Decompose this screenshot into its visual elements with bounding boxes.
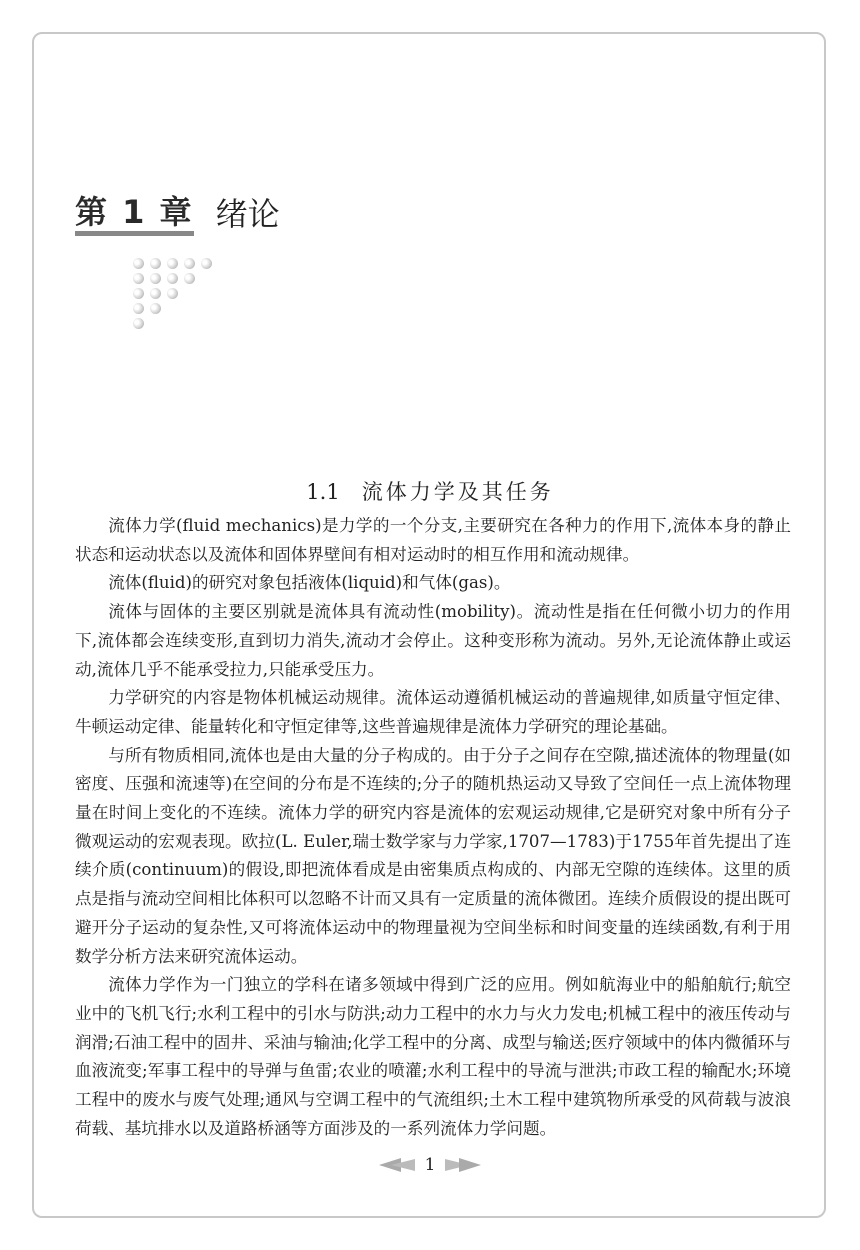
decorative-dot [150,303,161,314]
chapter-title: 绪论 [215,195,280,233]
decorative-dot [133,303,144,314]
chapter-label: 第 1 章 [75,194,194,236]
decorative-dot [184,258,195,269]
page-footer [0,1155,860,1175]
decorative-dot [133,288,144,299]
paragraph: 与所有物质相同,流体也是由大量的分子构成的。由于分子之间存在空隙,描述流体的物理量(如密度、压强和流速等)在空间的分布是不连续的;分子的随机热运动又导致了空间任一点上流体物理量在时间上变化的不连续。流体力学的研究内容是流体的宏观运动规律,它是研究对象中所有分子微观运动的宏观表现。欧拉(L. Euler,瑞士数学家与力学家,1707—1783)于1755年首先提出了连续介质(continuum)的假设,即把流体看成是由密集质点构成的、内部无空隙的连续体。这里的质点是指与流动空间相比体积可以忽略不计而又具有一定质量的流体微团。连续介质假设的提出既可避开分子运动的复杂性,又可将流体运动中的物理量视为空间坐标和时间变量的连续函数,有利于用数学分析方法来研究流体运动。 [75,745,791,966]
body-text [75,512,791,1143]
paragraph: 力学研究的内容是物体机械运动规律。流体运动遵循机械运动的普遍规律,如质量守恒定律、牛顿运动定律、能量转化和守恒定律等,这些普遍规律是流体力学研究的理论基础。 [75,688,791,736]
paragraph: 流体力学(fluid mechanics)是力学的一个分支,主要研究在各种力的作用下,流体本身的静止状态和运动状态以及流体和固体界壁间有相对运动时的相互作用和流动规律。 [75,516,791,564]
left-arrow-icon [379,1158,415,1172]
decorative-dot [150,258,161,269]
decorative-dot [150,288,161,299]
decorative-dot [167,288,178,299]
right-arrow-icon [445,1158,481,1172]
decorative-dot [150,273,161,284]
section-number: 1.1 [306,480,340,504]
paragraph: 流体力学作为一门独立的学科在诸多领域中得到广泛的应用。例如航海业中的船舶航行;航空业中的飞机飞行;水利工程中的引水与防洪;动力工程中的水力与火力发电;机械工程中的液压传动与润滑;石油工程中的固井、采油与输油;化学工程中的分离、成型与输送;医疗领域中的体内微循环与血液流变;军事工程中的导弹与鱼雷;农业的喷灌;水利工程中的导流与泄洪;市政工程的输配水;环境工程中的废水与废气处理;通风与空调工程中的气流组织;土木工程中建筑物所承受的风荷载与波浪荷载、基坑排水以及道路桥涵等方面涉及的一系列流体力学问题。 [75,975,791,1138]
decorative-dot [167,273,178,284]
decorative-dot [201,258,212,269]
page-number: 1 [424,1155,436,1175]
section-title: 流体力学及其任务 [361,480,554,504]
decorative-dot [133,258,144,269]
paragraph: 流体与固体的主要区别就是流体具有流动性(mobility)。流动性是指在任何微小切力的作用下,流体都会连续变形,直到切力消失,流动才会停止。这种变形称为流动。另外,无论流体静止或运动,流体几乎不能承受拉力,只能承受压力。 [75,602,791,679]
decorative-dot [133,273,144,284]
decorative-dot [184,273,195,284]
paragraph: 流体(fluid)的研究对象包括液体(liquid)和气体(gas)。 [108,573,511,593]
decorative-dot [167,258,178,269]
section-heading [0,476,860,506]
chapter-heading [75,192,280,236]
decorative-dot [133,318,144,329]
